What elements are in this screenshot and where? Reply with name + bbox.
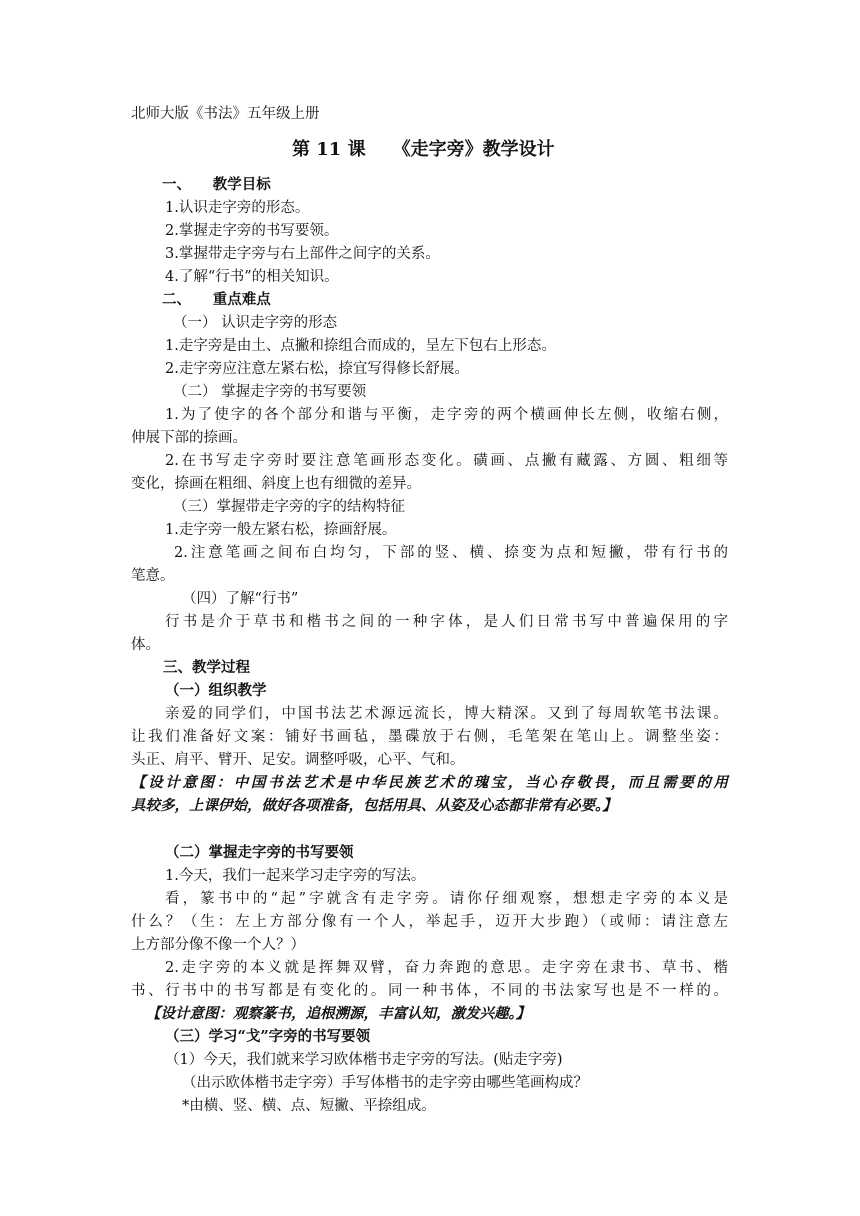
paragraph-line: （出示欧体楷书走字旁）手写体楷书的走字旁由哪些笔画构成？	[182, 1075, 588, 1091]
paragraph-line: 变化，捺画在粗细、斜度上也有细微的差异。	[131, 476, 421, 492]
paragraph-line: 笔意。	[131, 568, 175, 584]
paragraph-line: 什么？（生：左上方部分像有一个人，举起手，迈开大步跑）（或师：请注意左	[131, 914, 728, 930]
paragraph-line: 伸展下部的捺画。	[131, 430, 247, 446]
subheading: （三）学习“戈”字旁的书写要领	[165, 1028, 371, 1045]
paragraph-line: （1）今天，我们就来学习欧体楷书走字旁的写法。(贴走字旁)	[165, 1052, 563, 1068]
subheading: （二） 掌握走字旁的书写要领	[173, 384, 367, 400]
section-heading-process: 三、教学过程	[163, 659, 250, 676]
list-item: 1.走字旁一般左紧右松，捺画舒展。	[165, 522, 397, 538]
paragraph-line: 2.注意笔画之间布白均匀，下部的竖、横、捺变为点和短撇，带有行书的	[174, 545, 728, 561]
paragraph-line: 让我们准备好文案：铺好书画毡，墨碟放于右侧，毛笔架在笔山上。调整坐姿：	[131, 729, 728, 745]
paragraph-line: 1.为了使字的各个部分和谐与平衡，走字旁的两个横画伸长左侧，收缩右侧，	[165, 407, 728, 423]
subheading: （一） 认识走字旁的形态	[173, 315, 338, 331]
paragraph-line: 上方部分像不像一个人？）	[131, 937, 305, 953]
goal-item: 4.了解“行书”的相关知识。	[165, 269, 339, 285]
header-text: 北师大版《书法》五年级上册	[131, 106, 320, 122]
paragraph-line: 1.今天，我们一起来学习走字旁的写法。	[165, 868, 426, 884]
paragraph-line: 亲爱的同学们，中国书法艺术源远流长，博大精深。又到了每周软笔书法课。	[165, 706, 728, 722]
design-intent-line: 具较多，上课伊始，做好各项准备，包括用具、从姿及心态都非常有必要。】	[131, 797, 617, 814]
paragraph-line: 行书是介于草书和楷书之间的一种字体，是人们日常书写中普遍保用的字	[165, 614, 728, 630]
paragraph-line: 2.走字旁的本义就是挥舞双臂，奋力奔跑的意思。走字旁在隶书、草书、楷	[165, 960, 728, 976]
goal-item: 2.掌握走字旁的书写要领。	[165, 223, 339, 239]
goal-item: 3.掌握带走字旁与右上部件之间字的关系。	[165, 246, 440, 262]
subheading: （四）了解“行书”	[182, 591, 299, 607]
paragraph-line: 看，篆书中的“起”字就含有走字旁。请你仔细观察，想想走字旁的本义是	[165, 891, 728, 907]
paragraph-line: *由横、竖、横、点、短撇、平捺组成。	[182, 1098, 436, 1114]
list-item: 1.走字旁是由土、点撇和捺组合而成的，呈左下包右上形态。	[165, 338, 556, 354]
subheading: （一）组织教学	[165, 682, 267, 699]
goal-item: 1.认识走字旁的形态。	[165, 200, 310, 216]
page-title: 第 11 课 《走字旁》教学设计	[292, 139, 555, 160]
paragraph-line: 头正、肩平、臂开、足安。调整呼吸，心平、气和。	[131, 752, 465, 768]
subheading: （三）掌握带走字旁的字的结构特征	[173, 499, 405, 515]
section-heading-key-points: 二、 重点难点	[162, 291, 271, 308]
subheading: （二）掌握走字旁的书写要领	[165, 844, 354, 861]
paragraph-line: 体。	[131, 637, 160, 653]
paragraph-line: 书、行书中的书写都是有变化的。同一种书体，不同的书法家写也是不一样的。	[131, 983, 728, 999]
design-intent-line: 【设计意图：中国书法艺术是中华民族艺术的瑰宝，当心存敬畏，而且需要的用	[131, 774, 728, 791]
list-item: 2.走字旁应注意左紧右松，捺宜写得修长舒展。	[165, 361, 469, 377]
paragraph-line: 2.在书写走字旁时要注意笔画形态变化。磺画、点撇有藏露、方圆、粗细等	[165, 453, 728, 469]
design-intent-line: 【设计意图：观察篆书，追根溯源，丰富认知，激发兴趣。】	[146, 1005, 531, 1022]
section-heading-goals: 一、 教学目标	[162, 176, 271, 193]
